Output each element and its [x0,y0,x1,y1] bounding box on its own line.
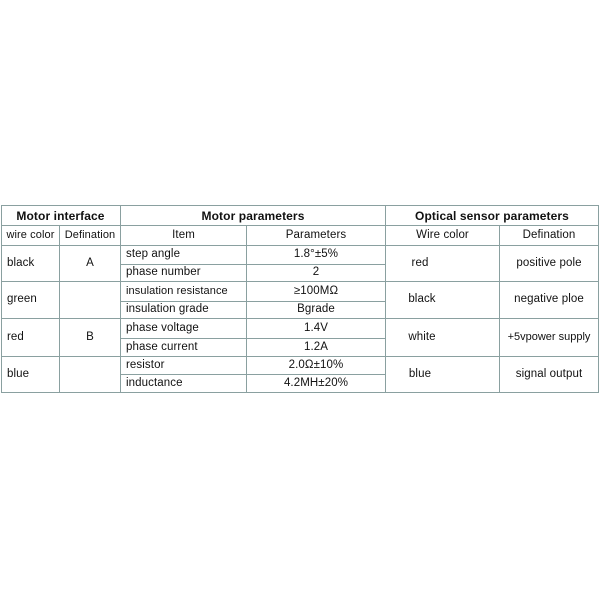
param-item-cell: inductance [126,376,183,389]
motor-wire-color-cell: red [7,330,24,343]
param-item-cell: insulation grade [126,303,209,316]
motor-interface-title: Motor interface [16,208,105,223]
param-value-cell: Bgrade [297,303,335,316]
param-item-cell: step angle [126,248,181,261]
param-value-cell: ≥100MΩ [293,284,339,297]
rule-right [598,205,599,393]
sensor-wire-color-cell: blue [408,367,432,380]
motor-wire-color-cell: green [7,293,37,306]
motor-definition-cell: A [86,256,94,269]
sensor-definition-cell: negative ploe [514,293,584,306]
param-item-cell: resistor [126,358,165,371]
col-header-sensor-definition: Defination [522,228,576,241]
param-value-cell: 2.0Ω±10% [288,358,344,371]
sensor-wire-color-cell: black [408,293,436,306]
param-item-cell: phase current [126,340,198,353]
motor-definition-cell: B [86,330,94,343]
param-value-cell: 1.2A [303,340,329,353]
sensor-definition-cell: positive pole [516,256,582,269]
spec-table [1,205,599,393]
sensor-definition-cell: +5vpower supply [507,331,591,343]
sensor-definition-cell: signal output [515,367,583,380]
param-item-cell: phase voltage [126,321,199,334]
motor-definition-cell [60,282,120,318]
optical-sensor-title: Optical sensor parameters [415,208,569,223]
motor-parameters-title: Motor parameters [201,208,305,223]
motor-wire-color-cell: blue [7,367,30,380]
motor-definition-cell [60,357,120,392]
col-header-definition: Defination [64,229,116,241]
col-header-parameters: Parameters [285,228,347,241]
param-item-cell: insulation resistance [126,285,228,297]
param-value-cell: 2 [312,266,320,279]
sensor-wire-color-cell: red [411,256,429,269]
col-header-wire-color: wire color [6,229,55,241]
sensor-wire-color-cell: white [408,330,436,343]
col-header-item: Item [172,228,195,241]
rule-bottom [1,392,599,393]
param-value-cell: 4.2MH±20% [283,376,349,389]
motor-wire-color-cell: black [7,256,35,269]
param-value-cell: 1.8°±5% [293,248,339,261]
param-value-cell: 1.4V [303,321,329,334]
col-header-sensor-wire-color: Wire color [416,228,469,241]
param-item-cell: phase number [126,266,201,279]
